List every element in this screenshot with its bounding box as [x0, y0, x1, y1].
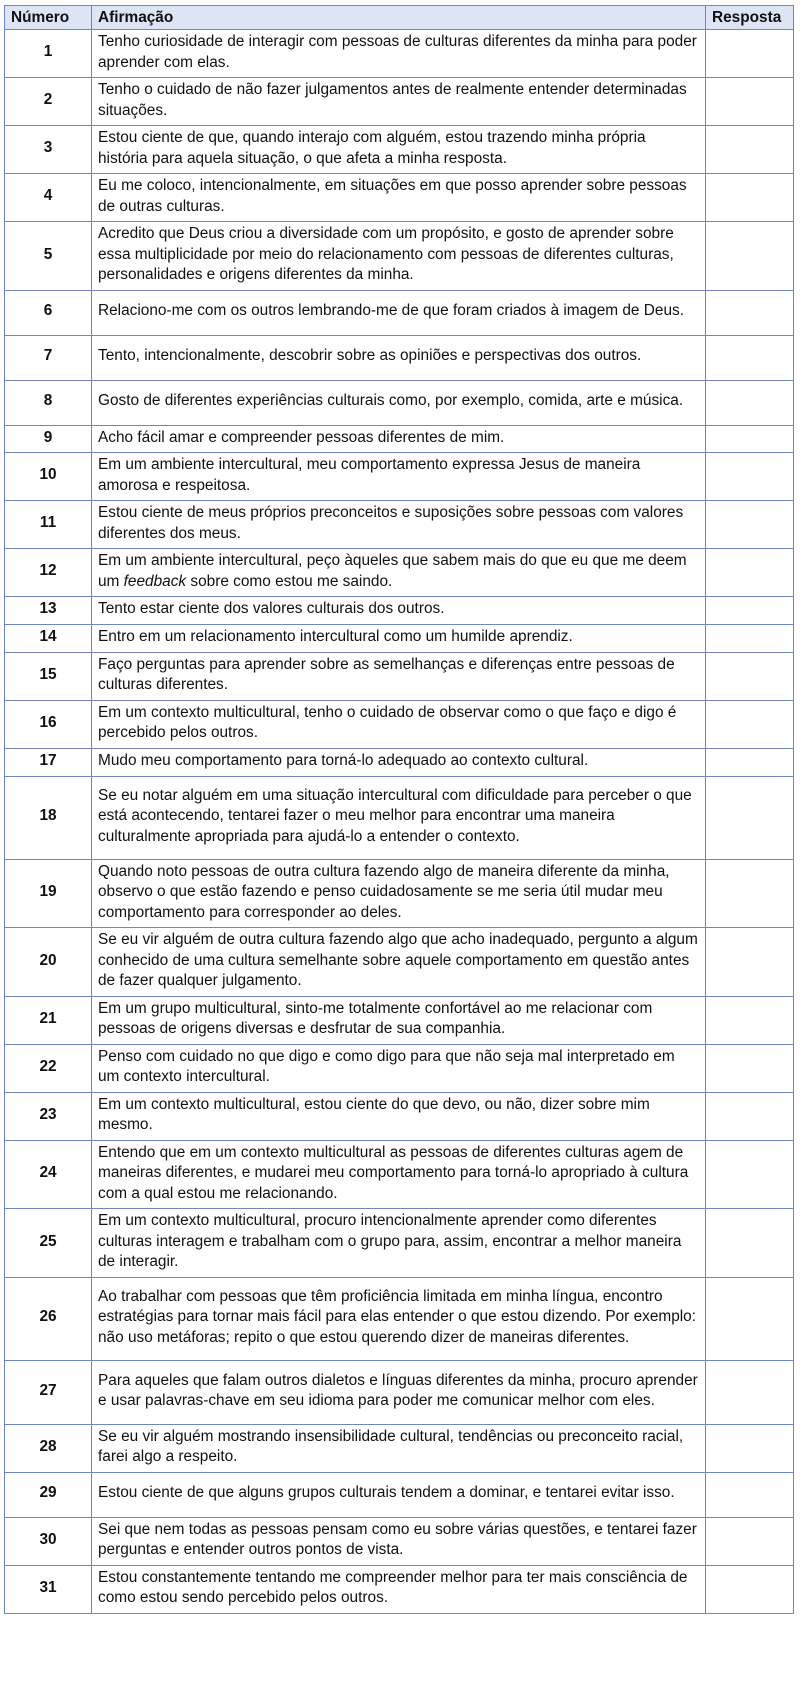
row-statement [92, 1277, 706, 1360]
row-statement [92, 859, 706, 928]
row-number: 26 [5, 1277, 92, 1360]
statement-text: Tento estar ciente dos valores culturais dos outros. [98, 600, 445, 618]
statement-text: Entendo que em um contexto multicultural as pessoas de diferentes culturas agem de maneiras diferentes, e mudarei meu comportamento para torná-lo apropriado à cultura com a qual estou me relacionando. [98, 1143, 689, 1202]
row-statement [92, 1140, 706, 1209]
row-statement [92, 501, 706, 549]
table-row [5, 78, 794, 126]
row-number: 31 [5, 1565, 92, 1613]
row-number: 27 [5, 1360, 92, 1424]
response-cell[interactable] [706, 1360, 794, 1424]
row-statement [92, 222, 706, 291]
row-statement [92, 748, 706, 776]
row-number: 28 [5, 1424, 92, 1472]
statement-text: Ao trabalhar com pessoas que têm proficiência limitada em minha língua, encontro estratégias para tornar mais fácil para elas entender o que estou dizendo. Por exemplo: não uso metáforas; repito o que estou querendo dizer de maneiras diferentes. [98, 1287, 697, 1346]
statement-text: Se eu notar alguém em uma situação intercultural com dificuldade para perceber o que está acontecendo, tentarei fazer o meu melhor para encontrar uma maneira culturalmente apropriada para ajudá-lo a entender o contexto. [98, 786, 692, 845]
table-row [5, 1565, 794, 1613]
header-number: Número [5, 6, 92, 30]
table-row [5, 549, 794, 597]
table-body [5, 30, 794, 1614]
response-cell[interactable] [706, 174, 794, 222]
table-row [5, 996, 794, 1044]
response-cell[interactable] [706, 859, 794, 928]
row-statement [92, 597, 706, 625]
response-cell[interactable] [706, 776, 794, 859]
response-cell[interactable] [706, 928, 794, 997]
table-row [5, 597, 794, 625]
table-row [5, 625, 794, 653]
row-statement [92, 78, 706, 126]
response-cell[interactable] [706, 290, 794, 335]
response-cell[interactable] [706, 748, 794, 776]
response-cell[interactable] [706, 1209, 794, 1278]
row-number: 8 [5, 380, 92, 425]
table-row [5, 335, 794, 380]
response-cell[interactable] [706, 1472, 794, 1517]
table-row [5, 859, 794, 928]
row-statement [92, 996, 706, 1044]
row-number: 16 [5, 700, 92, 748]
statement-text-continued: sobre como estou me saindo. [186, 572, 393, 590]
table-row [5, 1209, 794, 1278]
statement-text: Estou ciente de que, quando interajo com alguém, estou trazendo minha própria história para aquela situação, o que afeta a minha resposta. [98, 129, 646, 167]
header-response: Resposta [706, 6, 794, 30]
row-number: 23 [5, 1092, 92, 1140]
response-cell[interactable] [706, 1517, 794, 1565]
statement-text: Tenho curiosidade de interagir com pessoas de culturas diferentes da minha para poder aprender com elas. [98, 33, 697, 71]
row-number: 30 [5, 1517, 92, 1565]
table-row [5, 1472, 794, 1517]
statement-text: Sei que nem todas as pessoas pensam como eu sobre várias questões, e tentarei fazer perguntas e entender outros pontos de vista. [98, 1520, 697, 1558]
statement-text: Quando noto pessoas de outra cultura fazendo algo de maneira diferente da minha, observo o que estão fazendo e penso cuidadosamente se me seria útil mudar meu comportamento para corresponder ao deles. [98, 862, 670, 921]
response-cell[interactable] [706, 30, 794, 78]
row-number: 13 [5, 597, 92, 625]
row-number: 11 [5, 501, 92, 549]
table-row [5, 1092, 794, 1140]
statement-text: Em um ambiente intercultural, peço àqueles que sabem mais do que eu que me deem um [98, 552, 687, 590]
row-number: 19 [5, 859, 92, 928]
response-cell[interactable] [706, 126, 794, 174]
table-row [5, 290, 794, 335]
row-number: 2 [5, 78, 92, 126]
statement-text: Acho fácil amar e compreender pessoas diferentes de mim. [98, 428, 505, 446]
row-statement [92, 776, 706, 859]
table-row [5, 1517, 794, 1565]
row-statement [92, 453, 706, 501]
row-statement [92, 625, 706, 653]
response-cell[interactable] [706, 625, 794, 653]
row-statement [92, 1092, 706, 1140]
table-row [5, 652, 794, 700]
row-statement [92, 1209, 706, 1278]
table-row [5, 1044, 794, 1092]
table-row [5, 126, 794, 174]
row-number: 3 [5, 126, 92, 174]
table-row [5, 700, 794, 748]
statement-text: Tenho o cuidado de não fazer julgamentos antes de realmente entender determinadas situações. [98, 81, 687, 119]
statement-text: Estou ciente de meus próprios preconceitos e suposições sobre pessoas com valores diferentes dos meus. [98, 504, 684, 542]
statement-text: Em um ambiente intercultural, meu comportamento expressa Jesus de maneira amorosa e respeitosa. [98, 456, 641, 494]
row-number: 14 [5, 625, 92, 653]
response-cell[interactable] [706, 1140, 794, 1209]
row-statement [92, 1472, 706, 1517]
statement-text: Acredito que Deus criou a diversidade com um propósito, e gosto de aprender sobre essa multiplicidade por meio do relacionamento com pessoas de diferentes culturas, personalidades e origens diferentes da minha. [98, 225, 674, 283]
table-row [5, 1277, 794, 1360]
table-row [5, 1140, 794, 1209]
statement-text: Estou constantemente tentando me compreender melhor para ter mais consciência de como estou sendo percebido pelos outros. [98, 1568, 688, 1606]
statement-text: Em um contexto multicultural, procuro intencionalmente aprender como diferentes culturas interagem e trabalham com o grupo para, assim, encontrar a melhor maneira de interagir. [98, 1212, 682, 1270]
row-statement [92, 174, 706, 222]
response-cell[interactable] [706, 1277, 794, 1360]
table-row [5, 776, 794, 859]
table-row [5, 1424, 794, 1472]
statement-text: Estou ciente de que alguns grupos culturais tendem a dominar, e tentarei evitar isso. [98, 1484, 675, 1502]
row-number: 4 [5, 174, 92, 222]
table-row [5, 501, 794, 549]
table-row [5, 222, 794, 291]
statement-text: Penso com cuidado no que digo e como digo para que não seja mal interpretado em um contexto intercultural. [98, 1047, 675, 1085]
table-row [5, 425, 794, 453]
row-number: 9 [5, 425, 92, 453]
row-number: 22 [5, 1044, 92, 1092]
row-number: 6 [5, 290, 92, 335]
row-number: 15 [5, 652, 92, 700]
statement-text: Em um contexto multicultural, estou ciente do que devo, ou não, dizer sobre mim mesmo. [98, 1095, 650, 1133]
row-statement [92, 1565, 706, 1613]
table-row [5, 1360, 794, 1424]
row-number: 17 [5, 748, 92, 776]
response-cell[interactable] [706, 652, 794, 700]
row-number: 1 [5, 30, 92, 78]
row-number: 10 [5, 453, 92, 501]
row-statement [92, 30, 706, 78]
row-statement [92, 1044, 706, 1092]
row-number: 21 [5, 996, 92, 1044]
response-cell[interactable] [706, 996, 794, 1044]
row-number: 5 [5, 222, 92, 291]
row-number: 18 [5, 776, 92, 859]
row-statement [92, 652, 706, 700]
row-statement [92, 290, 706, 335]
row-number: 20 [5, 928, 92, 997]
row-number: 7 [5, 335, 92, 380]
statement-text: Gosto de diferentes experiências culturais como, por exemplo, comida, arte e música. [98, 392, 684, 410]
questionnaire-table [4, 5, 794, 1614]
statement-text: Eu me coloco, intencionalmente, em situações em que posso aprender sobre pessoas de outras culturas. [98, 177, 687, 215]
statement-text: Em um contexto multicultural, tenho o cuidado de observar como o que faço e digo é percebido pelos outros. [98, 703, 677, 741]
response-cell[interactable] [706, 1565, 794, 1613]
table-row [5, 380, 794, 425]
response-cell[interactable] [706, 1044, 794, 1092]
row-statement [92, 1424, 706, 1472]
statement-emphasis: feedback [123, 572, 187, 590]
response-cell[interactable] [706, 1424, 794, 1472]
table-row [5, 30, 794, 78]
response-cell[interactable] [706, 1092, 794, 1140]
response-cell[interactable] [706, 380, 794, 425]
response-cell[interactable] [706, 597, 794, 625]
statement-text: Se eu vir alguém de outra cultura fazendo algo que acho inadequado, pergunto a algum conhecido de uma cultura semelhante sobre aquele comportamento em questão antes de fazer qualquer julgamento. [98, 931, 698, 989]
row-statement [92, 1517, 706, 1565]
statement-text: Para aqueles que falam outros dialetos e línguas diferentes da minha, procuro aprender e usar palavras-chave em seu idioma para poder me comunicar melhor com eles. [98, 1371, 698, 1409]
row-statement [92, 700, 706, 748]
response-cell[interactable] [706, 425, 794, 453]
statement-text: Entro em um relacionamento intercultural como um humilde aprendiz. [98, 628, 573, 645]
row-statement [92, 1360, 706, 1424]
response-cell[interactable] [706, 335, 794, 380]
statement-text: Em um grupo multicultural, sinto-me totalmente confortável ao me relacionar com pessoas de origens diversas e desfrutar de sua companhia. [98, 999, 653, 1037]
statement-text: Relaciono-me com os outros lembrando-me de que foram criados à imagem de Deus. [98, 302, 684, 320]
response-cell[interactable] [706, 222, 794, 291]
row-statement [92, 928, 706, 997]
row-number: 25 [5, 1209, 92, 1278]
response-cell[interactable] [706, 549, 794, 597]
row-statement [92, 425, 706, 453]
table-row [5, 928, 794, 997]
response-cell[interactable] [706, 700, 794, 748]
table-row [5, 174, 794, 222]
row-statement [92, 380, 706, 425]
row-number: 29 [5, 1472, 92, 1517]
row-number: 24 [5, 1140, 92, 1209]
table-row [5, 453, 794, 501]
response-cell[interactable] [706, 501, 794, 549]
header-row [5, 6, 794, 30]
row-number: 12 [5, 549, 92, 597]
response-cell[interactable] [706, 78, 794, 126]
statement-text: Se eu vir alguém mostrando insensibilidade cultural, tendências ou preconceito racial, farei algo a respeito. [98, 1427, 684, 1465]
questionnaire-wrapper [4, 5, 794, 1614]
statement-text: Faço perguntas para aprender sobre as semelhanças e diferenças entre pessoas de culturas diferentes. [98, 655, 675, 693]
header-statement: Afirmação [92, 6, 706, 30]
response-cell[interactable] [706, 453, 794, 501]
row-statement [92, 126, 706, 174]
row-statement [92, 335, 706, 380]
statement-text: Tento, intencionalmente, descobrir sobre as opiniões e perspectivas dos outros. [98, 347, 642, 365]
table-row [5, 748, 794, 776]
statement-text: Mudo meu comportamento para torná-lo adequado ao contexto cultural. [98, 751, 589, 769]
row-statement [92, 549, 706, 597]
